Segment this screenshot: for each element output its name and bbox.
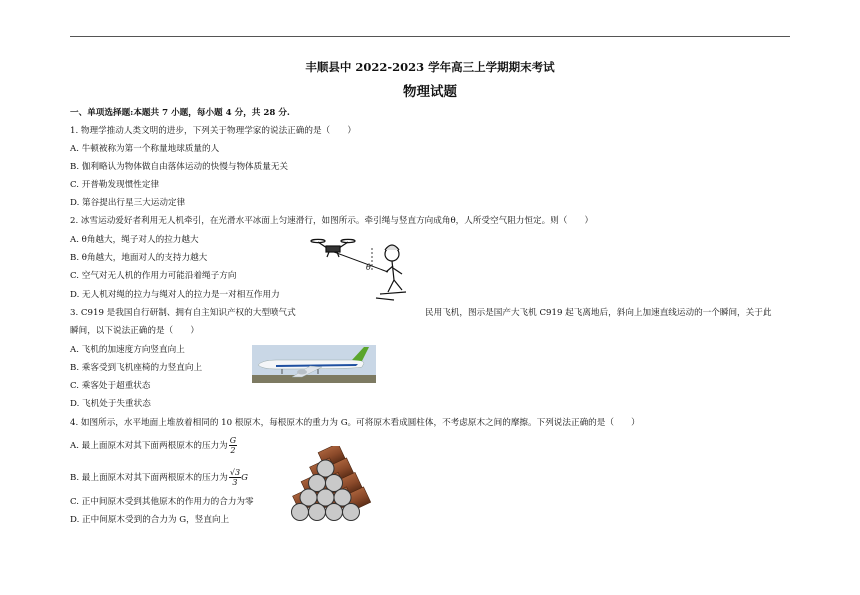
q4-option-c: C. 正中间原木受到其他原木的作用力的合力为零 [70,497,254,507]
log-pile-figure [288,446,380,524]
q4-option-d: D. 正中间原木受到的合力为 G，竖直向上 [70,515,230,525]
q4-option-b-suffix: G [241,473,248,483]
subject-title: 物理试题 [403,84,457,100]
q1-option-b: B. 伽利略认为物体做自由落体运动的快慢与物体质量无关 [70,162,289,172]
q4-option-b [70,468,248,487]
q4-stem: 4. 如图所示，水平地面上堆放着相同的 10 根原木，每根原木的重力为 G。可将原木看成圆柱体，不考虑原木之间的摩擦。下列说法正确的是（ ） [70,418,640,428]
q3-option-c: C. 乘客处于超重状态 [70,381,151,391]
q4-option-a-fraction: $\frac{G}{2}$ [229,436,237,455]
q3-stem-part2: 民用飞机，图示是国产大飞机 C919 起飞离地后，斜向上加速直线运动的一个瞬间，关于此 [425,308,772,318]
q1-option-d: D. 第谷提出行星三大运动定律 [70,198,186,208]
q4-option-a [70,436,237,455]
q1-option-c: C. 开普勒发现惯性定律 [70,180,160,190]
log-end [326,504,343,521]
q2-option-c: C. 空气对无人机的作用力可能沿着绳子方向 [70,271,237,281]
exam-title: 丰顺县中 2022-2023 学年高三上学期期末考试 [305,60,555,74]
q2-option-d: D. 无人机对绳的拉力与绳对人的拉力是一对相互作用力 [70,290,280,300]
q4-option-b-fraction: $\frac{√3}{3}$ [229,468,241,487]
q4-option-b-text: B. 最上面原木对其下面两根原木的压力为 [70,473,228,483]
q3-stem-part1: 3. C919 是我国自行研制、拥有自主知识产权的大型喷气式 [70,308,296,318]
theta-label: θ [366,263,371,272]
log-end [309,504,326,521]
log-end [343,504,360,521]
q3-option-b: B. 乘客受到飞机座椅的力竖直向上 [70,363,203,373]
q2-stem: 2. 冰雪运动爱好者利用无人机牵引，在光滑水平冰面上匀速滑行，如图所示。牵引绳与竖直方向成角θ，人所受空气阻力恒定。则（ ） [70,216,594,226]
q2-option-a: A. θ角越大，绳子对人的拉力越大 [70,235,199,245]
q3-option-d: D. 飞机处于失重状态 [70,399,151,409]
c919-airplane-photo [252,345,376,383]
q2-option-b: B. θ角越大，地面对人的支持力越大 [70,253,208,263]
q1-option-a: A. 牛顿被称为第一个称量地球质量的人 [70,144,220,154]
q3-option-a: A. 飞机的加速度方向竖直向上 [70,345,185,355]
q3-stem-part3: 瞬间，以下说法正确的是（ ） [70,326,199,336]
q1-stem: 1. 物理学推动人类文明的进步，下列关于物理学家的说法正确的是（ ） [70,126,356,136]
q4-option-a-text: A. 最上面原木对其下面两根原木的压力为 [70,441,228,451]
section-heading: 一、单项选择题:本题共 7 小题，每小题 4 分，共 28 分. [70,108,290,118]
drone-skier-figure [310,232,430,304]
log-end [292,504,309,521]
header-rule [70,36,790,37]
